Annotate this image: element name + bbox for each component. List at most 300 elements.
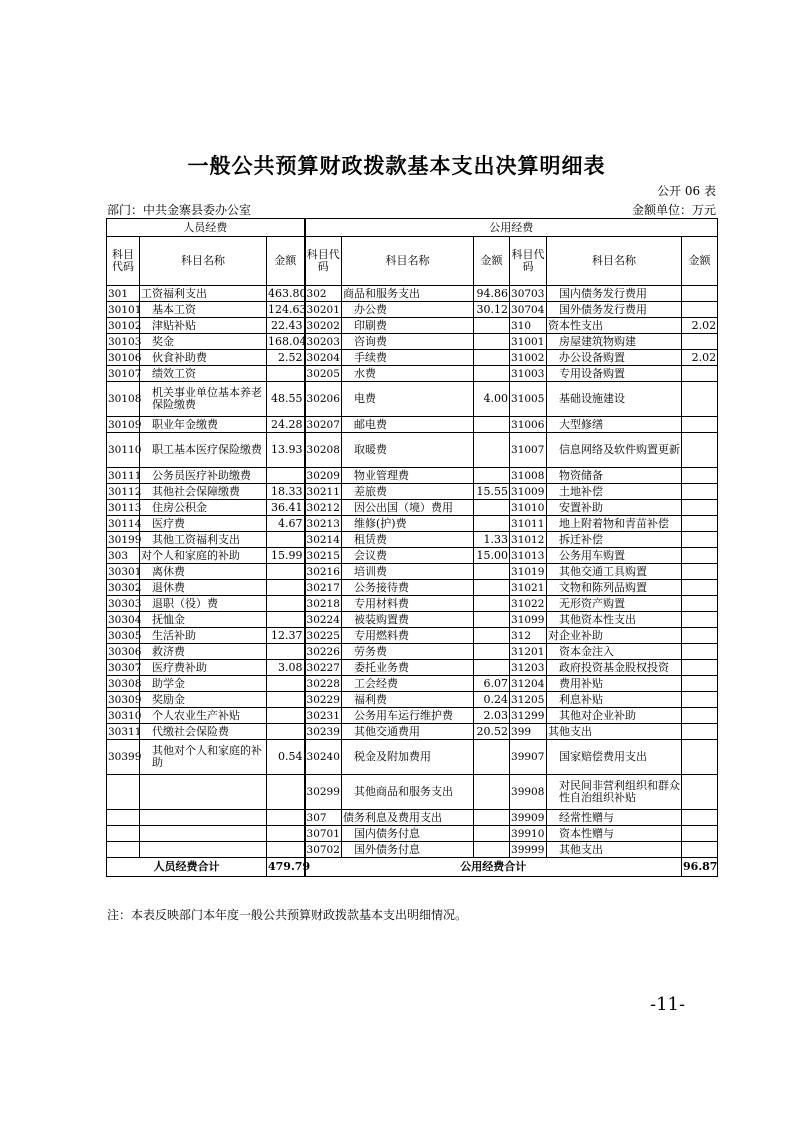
cell-amount bbox=[267, 366, 305, 382]
cell-amount bbox=[474, 660, 510, 676]
cell-name: 基本工资 bbox=[140, 302, 267, 318]
cell-code bbox=[107, 810, 140, 826]
cell-code: 30111 bbox=[108, 469, 142, 482]
cell-amount bbox=[682, 516, 718, 532]
cell-name: 其他对企业补助 bbox=[547, 708, 682, 724]
cell-code: 30113 bbox=[108, 501, 142, 514]
cell-amount bbox=[474, 516, 510, 532]
cell-name: 对民间非营利组织和群众性自治组织补贴 bbox=[547, 775, 682, 810]
table-row bbox=[107, 382, 718, 417]
cell-name: 公务用车购置 bbox=[547, 548, 682, 564]
cell-code: 30214 bbox=[306, 533, 340, 546]
cell-name: 印刷费 bbox=[342, 318, 474, 334]
cell-name: 伙食补助费 bbox=[140, 350, 267, 366]
cell-name: 公务员医疗补助缴费 bbox=[140, 468, 267, 484]
cell-name: 其他交通费用 bbox=[342, 724, 474, 740]
cell-name: 安置补助 bbox=[547, 500, 682, 516]
cell-name: 专用设备购置 bbox=[547, 366, 682, 382]
cell-code: 301 bbox=[107, 286, 140, 302]
table-row bbox=[107, 433, 718, 468]
cell-name: 邮电费 bbox=[342, 417, 474, 433]
expenditure-table bbox=[106, 218, 718, 877]
cell-name: 其他对个人和家庭的补助 bbox=[140, 740, 267, 775]
cell-amount bbox=[474, 628, 510, 644]
cell-name bbox=[140, 775, 267, 810]
cell-amount bbox=[474, 596, 510, 612]
cell-name: 奖励金 bbox=[140, 692, 267, 708]
cell-code bbox=[107, 826, 140, 842]
table-row bbox=[107, 810, 718, 826]
cell-code bbox=[107, 842, 140, 858]
cell-code: 31203 bbox=[510, 660, 547, 676]
cell-name: 大型修缮 bbox=[547, 417, 682, 433]
cell-name bbox=[140, 842, 267, 858]
cell-amount bbox=[474, 417, 510, 433]
cell-name: 福利费 bbox=[342, 692, 474, 708]
cell-code: 30112 bbox=[108, 485, 142, 498]
cell-amount bbox=[682, 692, 718, 708]
cell-name: 工会经费 bbox=[342, 676, 474, 692]
cell-code: 39910 bbox=[510, 826, 547, 842]
cell-name: 电费 bbox=[342, 382, 474, 417]
cell-code: 302 bbox=[305, 286, 342, 302]
cell-code: 307 bbox=[305, 810, 342, 826]
cell-amount: 0.54 bbox=[267, 740, 305, 775]
cell-code: 39909 bbox=[510, 810, 547, 826]
cell-amount: 18.33 bbox=[267, 484, 305, 500]
cell-name: 取暖费 bbox=[342, 433, 474, 468]
cell-name: 其他支出 bbox=[547, 842, 682, 858]
cell-code: 30217 bbox=[306, 581, 340, 594]
cell-code: 31012 bbox=[510, 532, 547, 548]
cell-code: 30701 bbox=[306, 827, 340, 840]
public-total-value: 96.87 bbox=[682, 858, 718, 877]
cell-amount: 48.55 bbox=[267, 382, 305, 417]
cell-code: 30211 bbox=[306, 485, 340, 498]
cell-amount: 94.86 bbox=[474, 286, 510, 302]
cell-amount bbox=[474, 318, 510, 334]
cell-name: 对企业补助 bbox=[547, 628, 682, 644]
cell-code: 30103 bbox=[108, 335, 142, 348]
cell-code: 30299 bbox=[305, 775, 342, 810]
cell-name: 办公设备购置 bbox=[547, 350, 682, 366]
cell-amount bbox=[267, 708, 305, 724]
cell-code: 30302 bbox=[108, 581, 142, 594]
cell-amount bbox=[682, 842, 718, 858]
cell-code: 30205 bbox=[306, 367, 340, 380]
cell-name: 信息网络及软件购置更新 bbox=[547, 433, 682, 468]
cell-amount: 1.33 bbox=[474, 532, 510, 548]
cell-amount bbox=[267, 826, 305, 842]
cell-amount bbox=[682, 500, 718, 516]
cell-code: 30227 bbox=[306, 661, 340, 674]
page-title: 一般公共预算财政拨款基本支出决算明细表 bbox=[187, 153, 606, 178]
cell-amount bbox=[682, 724, 718, 740]
table-row bbox=[107, 286, 718, 302]
cell-amount: 20.52 bbox=[474, 724, 510, 740]
cell-name: 奖金 bbox=[140, 334, 267, 350]
cell-name: 培训费 bbox=[342, 564, 474, 580]
cell-name: 费用补贴 bbox=[547, 676, 682, 692]
cell-name: 住房公积金 bbox=[140, 500, 267, 516]
cell-code: 30216 bbox=[306, 565, 340, 578]
cell-name: 资本金注入 bbox=[547, 644, 682, 660]
name-header: 科目名称 bbox=[140, 237, 267, 286]
cell-amount: 0.24 bbox=[474, 692, 510, 708]
cell-code: 30207 bbox=[306, 418, 340, 431]
cell-code: 31099 bbox=[510, 612, 547, 628]
cell-name: 助学金 bbox=[140, 676, 267, 692]
cell-amount bbox=[267, 842, 305, 858]
table-row bbox=[107, 708, 718, 724]
cell-amount bbox=[474, 334, 510, 350]
personnel-header: 人员经费 bbox=[107, 219, 305, 237]
amount-header: 金额 bbox=[682, 237, 718, 286]
cell-code: 30218 bbox=[306, 597, 340, 610]
cell-code: 31005 bbox=[510, 382, 547, 417]
cell-code: 30201 bbox=[306, 303, 340, 316]
cell-amount bbox=[682, 564, 718, 580]
cell-code: 310 bbox=[510, 318, 547, 334]
cell-amount: 24.28 bbox=[267, 417, 305, 433]
cell-code: 39999 bbox=[510, 842, 547, 858]
cell-amount: 124.63 bbox=[268, 302, 307, 316]
cell-amount: 2.02 bbox=[682, 350, 718, 366]
cell-amount bbox=[474, 810, 510, 826]
cell-amount: 463.80 bbox=[268, 286, 307, 300]
table-row bbox=[107, 468, 718, 484]
personnel-total-value: 479.79 bbox=[267, 858, 305, 877]
cell-amount bbox=[682, 286, 718, 302]
table-row bbox=[107, 612, 718, 628]
cell-amount bbox=[267, 692, 305, 708]
table-row bbox=[107, 302, 718, 318]
cell-name: 税金及附加费用 bbox=[342, 740, 474, 775]
cell-code: 30204 bbox=[306, 351, 340, 364]
form-number: 公开 06 表 bbox=[657, 184, 716, 198]
page-number: -11- bbox=[650, 994, 686, 1015]
public-header: 公用经费 bbox=[305, 219, 718, 237]
cell-code: 30110 bbox=[107, 433, 140, 468]
cell-amount bbox=[682, 468, 718, 484]
cell-code: 30228 bbox=[306, 677, 340, 690]
cell-amount bbox=[474, 826, 510, 842]
cell-code: 30240 bbox=[305, 740, 342, 775]
cell-code: 30309 bbox=[108, 693, 142, 706]
cell-code: 30106 bbox=[108, 351, 142, 364]
cell-name: 抚恤金 bbox=[140, 612, 267, 628]
cell-code: 31009 bbox=[510, 484, 547, 500]
cell-amount bbox=[682, 708, 718, 724]
cell-name: 水费 bbox=[342, 366, 474, 382]
cell-code: 39908 bbox=[510, 775, 547, 810]
cell-amount bbox=[267, 580, 305, 596]
cell-name: 拆迁补偿 bbox=[547, 532, 682, 548]
cell-code: 31201 bbox=[510, 644, 547, 660]
cell-code: 30226 bbox=[306, 645, 340, 658]
cell-code: 30202 bbox=[306, 319, 340, 332]
cell-amount bbox=[682, 612, 718, 628]
cell-code: 30399 bbox=[107, 740, 140, 775]
cell-amount bbox=[474, 775, 510, 810]
cell-amount bbox=[474, 350, 510, 366]
cell-amount bbox=[682, 644, 718, 660]
cell-code: 30107 bbox=[108, 367, 142, 380]
cell-amount bbox=[267, 468, 305, 484]
cell-code bbox=[107, 775, 140, 810]
cell-name: 其他交通工具购置 bbox=[547, 564, 682, 580]
cell-name: 国外债务付息 bbox=[342, 842, 474, 858]
cell-code: 30703 bbox=[510, 286, 547, 302]
cell-code: 312 bbox=[510, 628, 547, 644]
personnel-total-label: 人员经费合计 bbox=[107, 858, 267, 877]
cell-name: 债务利息及费用支出 bbox=[342, 810, 474, 826]
cell-name: 政府投资基金股权投资 bbox=[547, 660, 682, 676]
cell-name: 物业管理费 bbox=[342, 468, 474, 484]
cell-name: 维修(护)费 bbox=[342, 516, 474, 532]
cell-name: 土地补偿 bbox=[547, 484, 682, 500]
cell-name bbox=[140, 826, 267, 842]
cell-amount bbox=[682, 676, 718, 692]
cell-code: 31299 bbox=[510, 708, 547, 724]
table-row bbox=[107, 516, 718, 532]
cell-amount bbox=[474, 433, 510, 468]
cell-code: 31001 bbox=[510, 334, 547, 350]
cell-name: 利息补贴 bbox=[547, 692, 682, 708]
cell-amount: 15.55 bbox=[474, 484, 510, 500]
cell-code: 30231 bbox=[306, 709, 340, 722]
table-row bbox=[107, 826, 718, 842]
cell-name: 生活补助 bbox=[140, 628, 267, 644]
cell-code: 31003 bbox=[510, 366, 547, 382]
cell-code: 30108 bbox=[107, 382, 140, 417]
cell-code: 31006 bbox=[510, 417, 547, 433]
cell-amount: 12.37 bbox=[267, 628, 305, 644]
cell-name: 其他商品和服务支出 bbox=[342, 775, 474, 810]
cell-amount bbox=[474, 580, 510, 596]
cell-amount bbox=[267, 532, 305, 548]
cell-name: 差旅费 bbox=[342, 484, 474, 500]
amount-header: 金额 bbox=[267, 237, 305, 286]
cell-code: 30303 bbox=[108, 597, 142, 610]
cell-name: 手续费 bbox=[342, 350, 474, 366]
cell-amount: 4.00 bbox=[474, 382, 510, 417]
cell-code: 30310 bbox=[108, 709, 142, 722]
cell-name: 代缴社会保险费 bbox=[140, 724, 267, 740]
table-row bbox=[107, 548, 718, 564]
cell-name: 资本性赠与 bbox=[547, 826, 682, 842]
cell-amount bbox=[474, 644, 510, 660]
cell-name: 其他工资福利支出 bbox=[140, 532, 267, 548]
cell-amount bbox=[682, 826, 718, 842]
cell-code: 31021 bbox=[510, 580, 547, 596]
cell-name: 机关事业单位基本养老保险缴费 bbox=[140, 382, 267, 417]
cell-amount: 6.07 bbox=[474, 676, 510, 692]
cell-name: 离休费 bbox=[140, 564, 267, 580]
cell-name: 会议费 bbox=[342, 548, 474, 564]
cell-amount bbox=[682, 302, 718, 318]
cell-name: 国家赔偿费用支出 bbox=[547, 740, 682, 775]
cell-code: 30704 bbox=[510, 302, 547, 318]
cell-name: 救济费 bbox=[140, 644, 267, 660]
cell-code: 31008 bbox=[510, 468, 547, 484]
cell-code: 31002 bbox=[510, 350, 547, 366]
cell-code: 31204 bbox=[510, 676, 547, 692]
cell-name: 文物和陈列品购置 bbox=[547, 580, 682, 596]
cell-amount bbox=[267, 810, 305, 826]
cell-code: 30225 bbox=[306, 629, 340, 642]
cell-name: 被装购置费 bbox=[342, 612, 474, 628]
cell-name: 绩效工资 bbox=[140, 366, 267, 382]
cell-code: 30101 bbox=[108, 303, 142, 316]
code-header: 科目代码 bbox=[510, 237, 547, 286]
cell-amount bbox=[682, 596, 718, 612]
cell-code: 30702 bbox=[306, 843, 340, 856]
table-row bbox=[107, 580, 718, 596]
cell-name: 工资福利支出 bbox=[140, 286, 267, 302]
cell-code: 30212 bbox=[306, 501, 340, 514]
cell-amount bbox=[682, 484, 718, 500]
cell-name: 国内债务发行费用 bbox=[547, 286, 682, 302]
cell-code: 31019 bbox=[510, 564, 547, 580]
cell-name: 劳务费 bbox=[342, 644, 474, 660]
cell-name: 公务接待费 bbox=[342, 580, 474, 596]
cell-amount bbox=[474, 366, 510, 382]
table-row bbox=[107, 500, 718, 516]
cell-amount bbox=[474, 842, 510, 858]
cell-code: 30109 bbox=[108, 418, 142, 431]
cell-amount bbox=[267, 596, 305, 612]
cell-code: 31013 bbox=[510, 548, 547, 564]
cell-amount: 30.12 bbox=[474, 302, 510, 318]
amount-header: 金额 bbox=[474, 237, 510, 286]
cell-amount bbox=[267, 775, 305, 810]
cell-code: 30224 bbox=[306, 613, 340, 626]
cell-name: 物资储备 bbox=[547, 468, 682, 484]
cell-amount: 2.03 bbox=[474, 708, 510, 724]
cell-amount: 36.41 bbox=[267, 500, 305, 516]
table-row bbox=[107, 596, 718, 612]
table-row bbox=[107, 318, 718, 334]
cell-amount bbox=[682, 366, 718, 382]
cell-code: 30301 bbox=[108, 565, 142, 578]
cell-amount: 15.99 bbox=[267, 548, 305, 564]
cell-amount bbox=[682, 580, 718, 596]
cell-code: 30206 bbox=[305, 382, 342, 417]
cell-code: 30311 bbox=[108, 725, 142, 738]
cell-name bbox=[140, 810, 267, 826]
cell-code: 30308 bbox=[108, 677, 142, 690]
cell-code: 31022 bbox=[510, 596, 547, 612]
table-row bbox=[107, 417, 718, 433]
cell-amount bbox=[474, 564, 510, 580]
name-header: 科目名称 bbox=[342, 237, 474, 286]
cell-name: 个人农业生产补贴 bbox=[140, 708, 267, 724]
cell-code: 30307 bbox=[108, 661, 142, 674]
table-row bbox=[107, 724, 718, 740]
cell-amount bbox=[267, 676, 305, 692]
cell-amount: 15.00 bbox=[474, 548, 510, 564]
cell-code: 30203 bbox=[306, 335, 340, 348]
cell-name: 国内债务付息 bbox=[342, 826, 474, 842]
cell-amount bbox=[474, 740, 510, 775]
table-row bbox=[107, 366, 718, 382]
cell-amount bbox=[682, 740, 718, 775]
cell-amount: 2.02 bbox=[682, 318, 718, 334]
cell-name: 津贴补贴 bbox=[140, 318, 267, 334]
cell-name: 公务用车运行维护费 bbox=[342, 708, 474, 724]
cell-amount bbox=[682, 628, 718, 644]
cell-name: 地上附着物和青苗补偿 bbox=[547, 516, 682, 532]
cell-amount: 168.04 bbox=[268, 334, 307, 348]
cell-amount bbox=[682, 810, 718, 826]
table-row bbox=[107, 644, 718, 660]
cell-amount: 2.52 bbox=[267, 350, 305, 366]
cell-name: 其他资本性支出 bbox=[547, 612, 682, 628]
cell-name: 租赁费 bbox=[342, 532, 474, 548]
name-header: 科目名称 bbox=[547, 237, 682, 286]
cell-amount bbox=[682, 548, 718, 564]
cell-code: 30209 bbox=[306, 469, 340, 482]
table-row bbox=[107, 350, 718, 366]
cell-amount: 4.67 bbox=[267, 516, 305, 532]
cell-name: 其他社会保障缴费 bbox=[140, 484, 267, 500]
cell-code: 303 bbox=[107, 548, 140, 564]
table-row bbox=[107, 775, 718, 810]
cell-amount bbox=[474, 468, 510, 484]
cell-amount bbox=[682, 334, 718, 350]
cell-amount bbox=[267, 724, 305, 740]
cell-code: 30239 bbox=[306, 725, 340, 738]
cell-code: 39907 bbox=[510, 740, 547, 775]
cell-name: 资本性支出 bbox=[547, 318, 682, 334]
table-row bbox=[107, 532, 718, 548]
table-row bbox=[107, 842, 718, 858]
table-row bbox=[107, 484, 718, 500]
cell-name: 职工基本医疗保险缴费 bbox=[140, 433, 267, 468]
cell-amount: 3.08 bbox=[267, 660, 305, 676]
cell-code: 30305 bbox=[108, 629, 142, 642]
cell-name: 专用燃料费 bbox=[342, 628, 474, 644]
cell-amount bbox=[267, 564, 305, 580]
code-header: 科目代码 bbox=[305, 237, 342, 286]
table-row bbox=[107, 628, 718, 644]
public-total-label: 公用经费合计 bbox=[305, 858, 682, 877]
cell-code: 30208 bbox=[305, 433, 342, 468]
cell-code: 30215 bbox=[306, 549, 340, 562]
cell-code: 399 bbox=[510, 724, 547, 740]
cell-name: 因公出国（境）费用 bbox=[342, 500, 474, 516]
cell-code: 31011 bbox=[510, 516, 547, 532]
table-row bbox=[107, 334, 718, 350]
cell-name: 经常性赠与 bbox=[547, 810, 682, 826]
cell-code: 30229 bbox=[306, 693, 340, 706]
cell-name: 退职（役）费 bbox=[140, 596, 267, 612]
cell-code: 30102 bbox=[108, 319, 142, 332]
cell-name: 专用材料费 bbox=[342, 596, 474, 612]
cell-code: 30304 bbox=[108, 613, 142, 626]
cell-name: 无形资产购置 bbox=[547, 596, 682, 612]
code-header: 科目代码 bbox=[107, 237, 140, 286]
cell-name: 医疗费 bbox=[140, 516, 267, 532]
cell-amount bbox=[682, 382, 718, 417]
table-row bbox=[107, 660, 718, 676]
cell-code: 30213 bbox=[306, 517, 340, 530]
cell-amount bbox=[682, 660, 718, 676]
cell-amount bbox=[682, 532, 718, 548]
cell-code: 30306 bbox=[108, 645, 142, 658]
cell-amount bbox=[682, 417, 718, 433]
